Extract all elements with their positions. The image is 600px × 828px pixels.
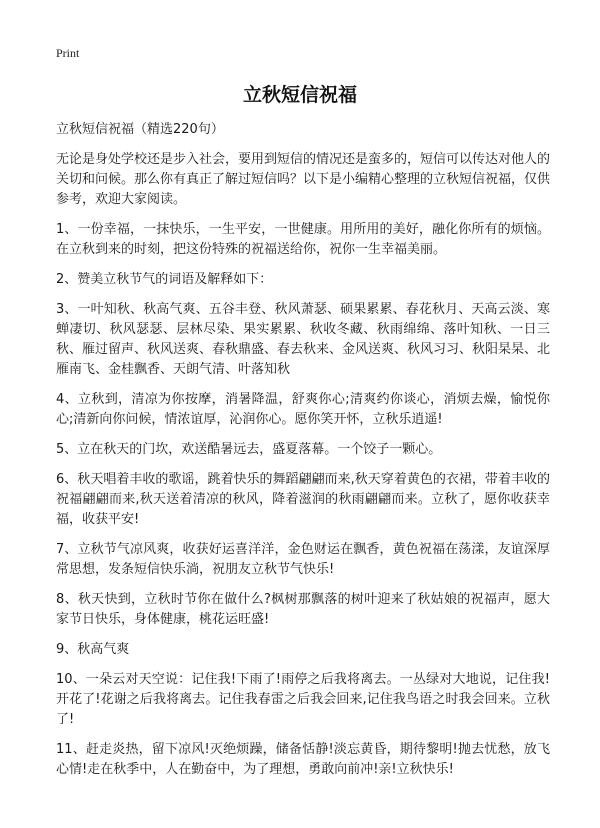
- intro-paragraph: 无论是身处学校还是步入社会，要用到短信的情况还是蛮多的，短信可以传达对他人的关切和问候。那么你有真正了解过短信吗？以下是小编精心整理的立秋短信祝福，仅供参考，欢迎大家阅读。: [56, 152, 551, 207]
- paragraph-2: 2、赞美立秋节气的词语及解释如下：: [56, 272, 273, 287]
- paragraph-4: 4、立秋到，清凉为你按摩，消暑降温，舒爽你心;清爽约你谈心，消烦去燥，愉悦你心;清新向你问候，情浓谊厚，沁润你心。愿你笑开怀，立秋乐逍遥!: [56, 392, 550, 427]
- paragraph-1: 1、一份幸福，一抹快乐，一生平安，一世健康。用所用的美好，融化你所有的烦恼。在立秋到来的时刻，把这份特殊的祝福送给你，祝你一生幸福美丽。: [56, 222, 550, 257]
- article-subtitle: 立秋短信祝福（精选220句）: [56, 122, 224, 137]
- article-body: [56, 120, 550, 790]
- paragraph-6: 6、秋天唱着丰收的歌谣，跳着快乐的舞蹈翩翩而来,秋天穿着黄色的衣裙，带着丰收的祝福翩翩而来,秋天送着清凉的秋风，降着滋润的秋雨翩翩而来。立秋了，愿你收获幸福，收获平安!: [56, 472, 550, 527]
- page-title: 立秋短信祝福: [242, 84, 357, 106]
- paragraph-3: 3、一叶知秋、秋高气爽、五谷丰登、秋风萧瑟、硕果累累、春花秋月、天高云淡、寒蝉凄切、秋风瑟瑟、层林尽染、果实累累、秋收冬藏、秋雨绵绵、落叶知秋、一日三秋、雁过留声、秋风送爽、春秋鼎盛、春去秋来、金风送爽、秋风习习、秋阳杲杲、北雁南飞、金桂飘香、天朗气清、叶落知秋: [56, 302, 551, 377]
- paragraph-11: 11、赶走炎热，留下凉风!灭绝烦躁，储备恬静!淡忘黄昏，期待黎明!抛去忧愁，放飞心情!走在秋季中，人在勤奋中，为了理想，勇敢向前冲!亲!立秋快乐!: [56, 742, 550, 777]
- paragraph-5: 5、立在秋天的门坎，欢送酷暑远去，盛夏落幕。一个饺子一颗心。: [56, 442, 442, 457]
- paragraph-7: 7、立秋节气凉风爽，收获好运喜洋洋，金色财运在飘香，黄色祝福在荡漾，友谊深厚常思想，发条短信快乐淌，祝朋友立秋节气快乐!: [56, 542, 550, 577]
- paragraph-8: 8、秋天快到，立秋时节你在做什么?枫树那飘落的树叶迎来了秋姑娘的祝福声，愿大家节日快乐，身体健康，桃花运旺盛!: [56, 592, 550, 627]
- print-link[interactable]: Print: [56, 46, 80, 60]
- paragraph-9: 9、秋高气爽: [56, 642, 130, 657]
- paragraph-10: 10、一朵云对天空说：记住我!下雨了!雨停之后我将离去。一丛绿对大地说，记住我!开花了!花谢之后我将离去。记住我春雷之后我会回来,记住我鸟语之时我会回来。立秋了!: [56, 672, 550, 727]
